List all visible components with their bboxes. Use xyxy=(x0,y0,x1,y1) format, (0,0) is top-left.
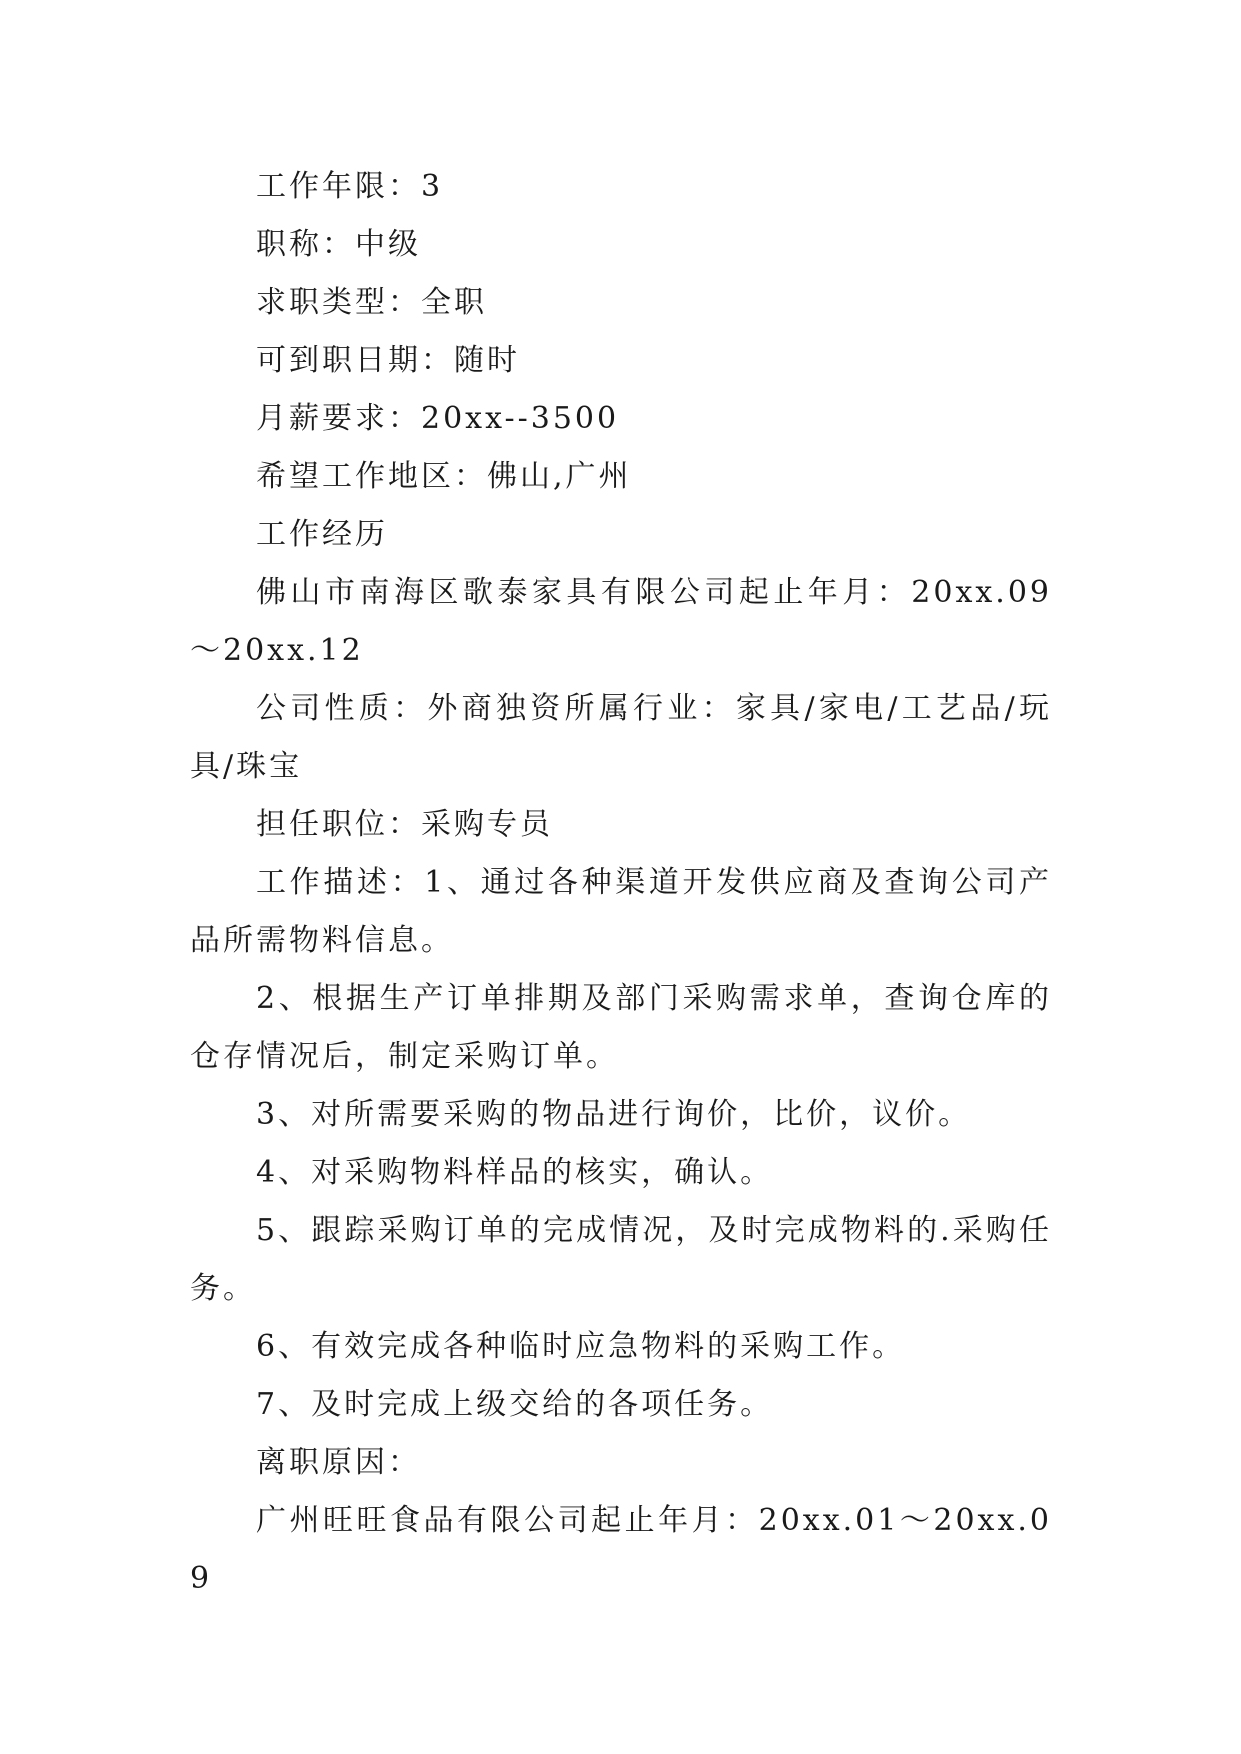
section-heading-work-history: 工作经历 xyxy=(256,517,388,552)
field-work-years: 工作年限：3 xyxy=(256,169,444,204)
job-1-duty-2: 2、根据生产订单排期及部门采购需求单，查询仓库的仓存情况后，制定采购订单。 xyxy=(190,981,1052,1074)
job-1-duty-6: 6、有效完成各种临时应急物料的采购工作。 xyxy=(256,1329,906,1364)
job-1-company-period: 佛山市南海区歌泰家具有限公司起止年月：20xx.09～20xx.12 xyxy=(190,575,1052,668)
field-job-type: 求职类型：全职 xyxy=(256,285,487,320)
field-title-rank: 职称：中级 xyxy=(256,227,421,262)
job-1-duty-4: 4、对采购物料样品的核实，确认。 xyxy=(256,1155,774,1190)
job-1-duty-3: 3、对所需要采购的物品进行询价，比价，议价。 xyxy=(256,1097,972,1132)
job-1-leave-reason: 离职原因： xyxy=(256,1445,421,1480)
job-1-position: 担任职位：采购专员 xyxy=(256,807,553,842)
field-location: 希望工作地区：佛山,广州 xyxy=(256,459,632,494)
field-start-date: 可到职日期：随时 xyxy=(256,343,520,378)
job-1-duty-1: 工作描述：1、通过各种渠道开发供应商及查询公司产品所需物料信息。 xyxy=(190,865,1052,958)
job-1-company-type: 公司性质：外商独资所属行业：家具/家电/工艺品/玩具/珠宝 xyxy=(190,691,1052,784)
document-body xyxy=(190,158,1052,1608)
field-salary: 月薪要求：20xx--3500 xyxy=(256,401,620,436)
job-2-company-period: 广州旺旺食品有限公司起止年月：20xx.01～20xx.09 xyxy=(190,1503,1052,1596)
job-1-duty-7: 7、及时完成上级交给的各项任务。 xyxy=(256,1387,774,1422)
job-1-duty-5: 5、跟踪采购订单的完成情况，及时完成物料的.采购任务。 xyxy=(190,1213,1052,1306)
